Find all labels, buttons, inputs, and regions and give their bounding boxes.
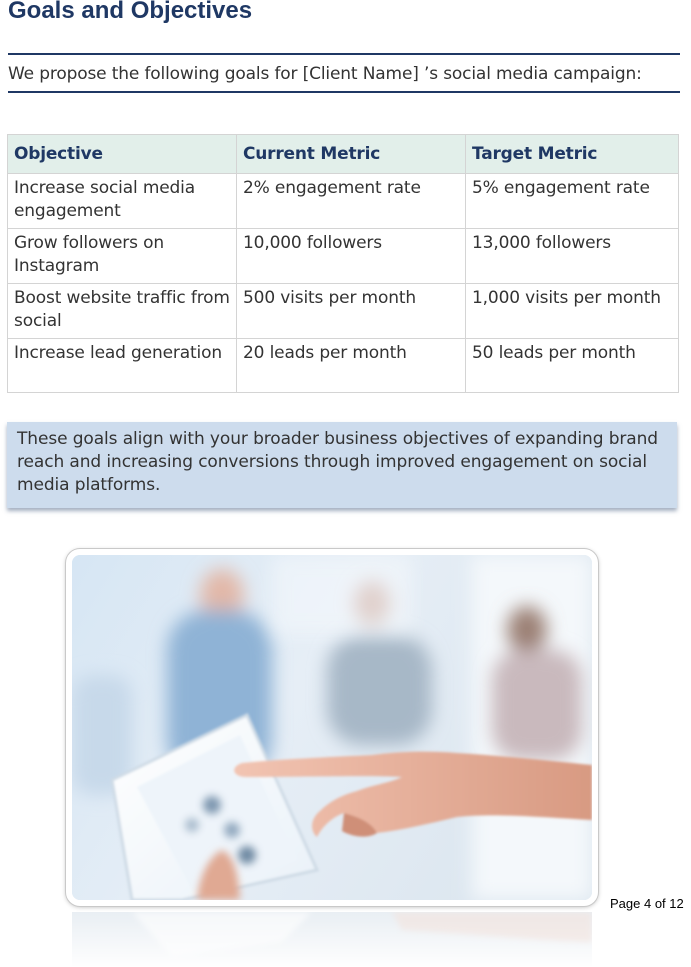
table-row bbox=[8, 229, 679, 284]
table-row bbox=[8, 284, 679, 339]
intro-divider bbox=[8, 91, 680, 93]
title-divider bbox=[8, 53, 680, 55]
page-title: Goals and Objectives bbox=[8, 0, 253, 24]
header-objective: Objective bbox=[8, 135, 237, 174]
intro-text: We propose the following goals for [Client Name] ’s social media campaign: bbox=[8, 64, 642, 84]
header-target-metric: Target Metric bbox=[466, 135, 679, 174]
current-metric-cell: 500 visits per month bbox=[237, 284, 466, 339]
goals-table bbox=[7, 134, 679, 393]
table-header-row bbox=[8, 135, 679, 174]
objective-cell: Boost website traffic from social bbox=[8, 284, 237, 339]
photo-reflection bbox=[72, 912, 592, 967]
objective-cell: Grow followers on Instagram bbox=[8, 229, 237, 284]
current-metric-cell: 10,000 followers bbox=[237, 229, 466, 284]
objective-cell: Increase lead generation bbox=[8, 339, 237, 393]
callout-box: These goals align with your broader business objectives of expanding brand reach and increasing conversions through improved engagement on social media platforms. bbox=[7, 422, 677, 508]
header-current-metric: Current Metric bbox=[237, 135, 466, 174]
page-number: Page 4 of 12 bbox=[610, 896, 684, 911]
hand-pointing-at-tablet-photo bbox=[66, 549, 598, 906]
target-metric-cell: 1,000 visits per month bbox=[466, 284, 679, 339]
target-metric-cell: 50 leads per month bbox=[466, 339, 679, 393]
table-row bbox=[8, 174, 679, 229]
target-metric-cell: 5% engagement rate bbox=[466, 174, 679, 229]
table-row bbox=[8, 339, 679, 393]
objective-cell: Increase social media engagement bbox=[8, 174, 237, 229]
current-metric-cell: 2% engagement rate bbox=[237, 174, 466, 229]
target-metric-cell: 13,000 followers bbox=[466, 229, 679, 284]
current-metric-cell: 20 leads per month bbox=[237, 339, 466, 393]
